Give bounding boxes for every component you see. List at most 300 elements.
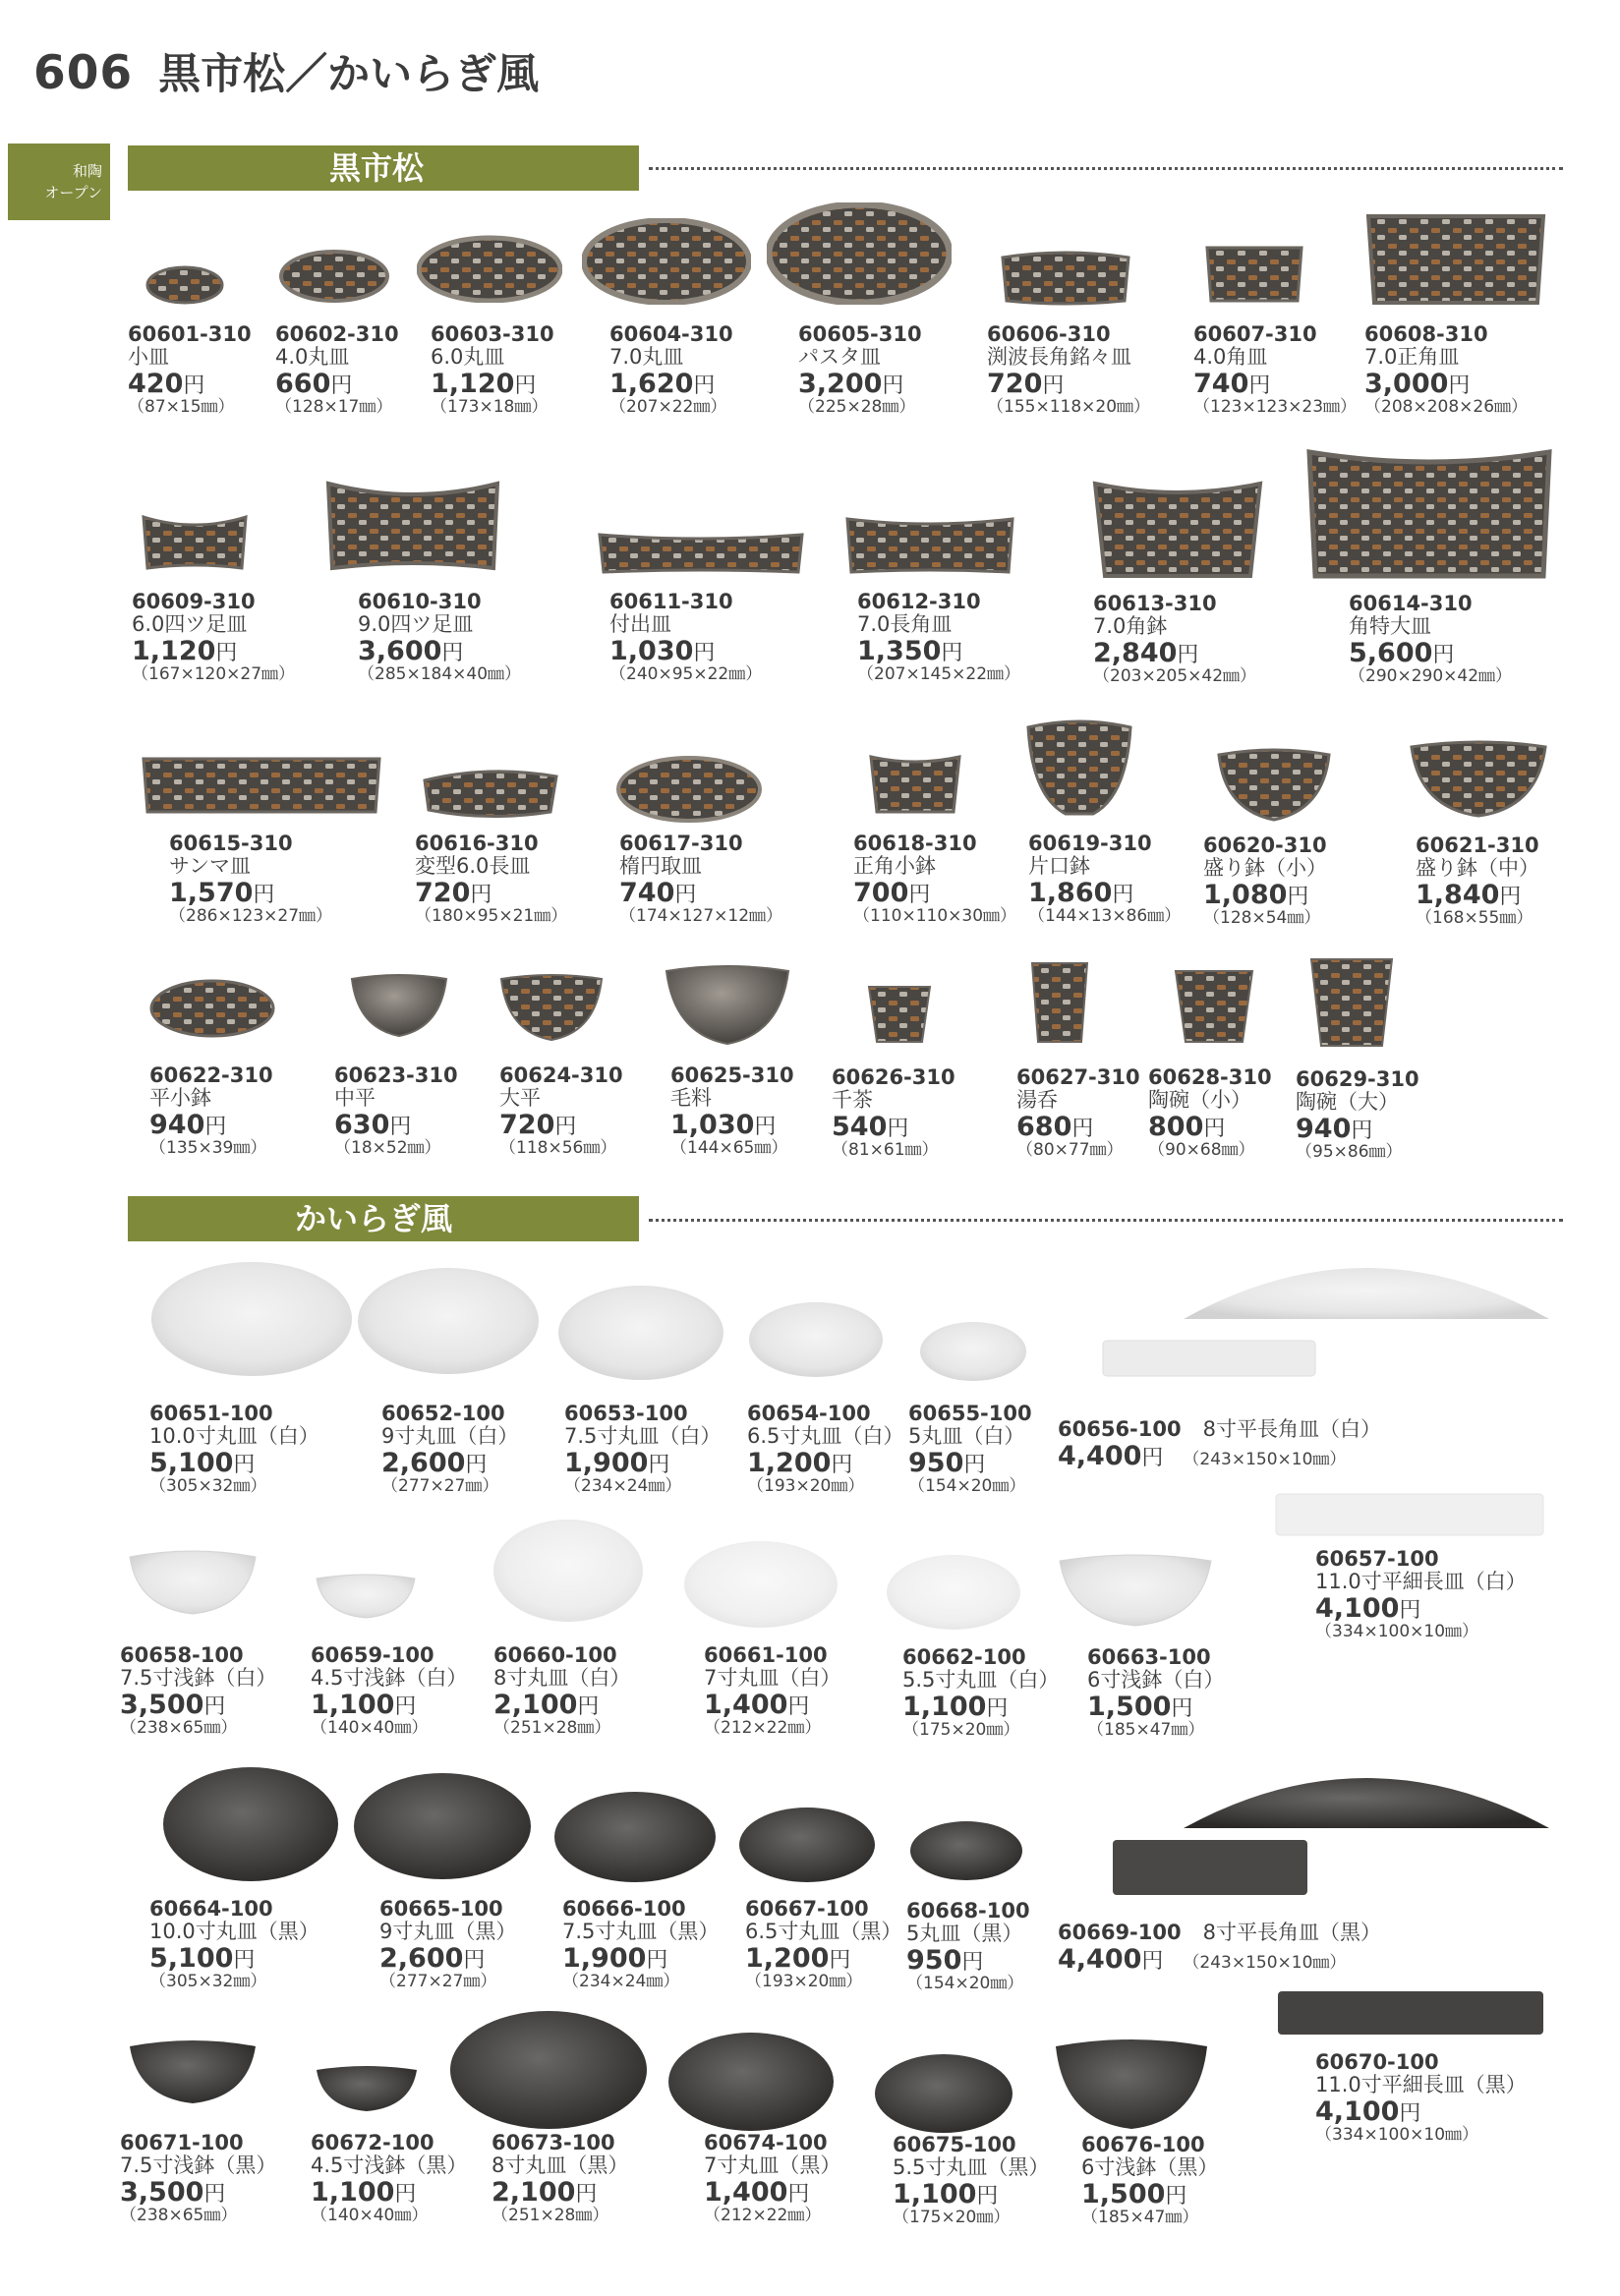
product-code: 60601-310 <box>128 322 252 346</box>
product-code: 60676-100 <box>1081 2133 1205 2156</box>
price-value: 1,100 <box>893 2179 977 2210</box>
serving-bowl-image <box>1408 737 1549 820</box>
product-code: 60603-310 <box>431 322 554 346</box>
product-code: 60669-100 <box>1058 1921 1182 1944</box>
product-code: 60605-310 <box>798 322 922 346</box>
white-round-plate-image <box>556 1282 725 1384</box>
product-size: （240×95×22㎜） <box>609 664 763 684</box>
price-value: 1,120 <box>431 369 515 399</box>
product-name: 6.0四ツ足皿 <box>132 612 248 636</box>
yen-unit: 円 <box>1165 2184 1187 2209</box>
product-item <box>1349 594 1512 685</box>
product-size: （123×123×23㎜） <box>1193 397 1358 417</box>
product-code: 60627-310 <box>1016 1065 1140 1089</box>
product-size: （140×40㎜） <box>311 2206 429 2225</box>
product-code: 60604-310 <box>609 322 733 346</box>
product-code: 60675-100 <box>893 2133 1016 2156</box>
product-code: 60612-310 <box>857 590 981 613</box>
product-code: 60672-100 <box>311 2131 434 2154</box>
product-code: 60668-100 <box>906 1899 1030 1923</box>
product-size: （234×24㎜） <box>562 1972 680 1991</box>
product-code: 60613-310 <box>1093 592 1217 615</box>
product-item <box>745 1899 901 1990</box>
product-code: 60653-100 <box>564 1402 688 1425</box>
product-name: 11.0寸平細長皿（黒） <box>1315 2073 1527 2096</box>
price-value: 4,100 <box>1315 1593 1400 1624</box>
product-size: （118×56㎜） <box>499 1138 617 1158</box>
product-price <box>564 1450 721 1476</box>
product-size: （238×65㎜） <box>120 2206 238 2225</box>
white-shallow-bowl-image <box>313 1571 419 1620</box>
product-item <box>1315 2052 1527 2144</box>
price-value: 1,120 <box>132 636 216 666</box>
product-item <box>1087 1647 1224 1739</box>
product-item <box>334 1065 458 1157</box>
product-item <box>1058 1923 1381 1973</box>
yen-unit: 円 <box>1177 643 1199 667</box>
category-tab <box>8 144 110 220</box>
bowl-image <box>497 971 606 1044</box>
bowl-image <box>663 961 792 1048</box>
product-name: 7寸丸皿（白） <box>704 1666 841 1690</box>
product-price <box>1364 371 1528 397</box>
product-item <box>704 2133 840 2224</box>
yen-unit: 円 <box>215 641 238 665</box>
spouted-bowl-image <box>1022 718 1136 820</box>
yen-unit: 円 <box>465 1453 488 1477</box>
product-size: （305×32㎜） <box>149 1972 267 1991</box>
product-price <box>609 638 762 664</box>
product-size: （243×150×10㎜） <box>1183 1953 1347 1973</box>
product-price <box>311 2179 467 2206</box>
product-size: （175×20㎜） <box>893 2208 1011 2227</box>
product-item <box>893 2135 1049 2226</box>
product-item <box>857 592 1020 683</box>
product-size: （334×100×10㎜） <box>1315 2125 1479 2145</box>
product-name: 大平 <box>499 1086 541 1110</box>
ceramic-bowl-image <box>1307 955 1396 1050</box>
price-value: 740 <box>1193 369 1249 399</box>
tea-cup-image <box>1028 959 1091 1046</box>
product-size: （95×86㎜） <box>1296 1142 1403 1162</box>
product-item <box>275 324 399 416</box>
product-size: （212×22㎜） <box>704 1718 822 1738</box>
square-small-bowl-image <box>867 753 963 818</box>
price-value: 1,500 <box>1081 2179 1166 2210</box>
product-size: （135×39㎜） <box>149 1138 267 1158</box>
product-code: 60665-100 <box>379 1897 503 1921</box>
product-size: （290×290×42㎜） <box>1349 666 1513 686</box>
product-item <box>1081 2135 1218 2226</box>
product-price <box>1416 882 1539 908</box>
product-code: 60659-100 <box>311 1643 434 1667</box>
product-code: 60652-100 <box>381 1402 505 1425</box>
price-value: 720 <box>987 369 1043 399</box>
yen-unit: 円 <box>470 883 492 907</box>
product-price <box>902 1693 1059 1720</box>
yen-unit: 円 <box>1203 1117 1226 1141</box>
product-size: （243×150×10㎜） <box>1183 1450 1347 1469</box>
price-value: 630 <box>334 1110 390 1140</box>
product-size: （277×27㎜） <box>379 1972 497 1991</box>
product-name: 7.5寸丸皿（黒） <box>562 1920 720 1943</box>
product-size: （18×52㎜） <box>334 1138 441 1158</box>
product-code: 60610-310 <box>358 590 482 613</box>
product-price <box>1203 882 1327 908</box>
price-value: 420 <box>128 369 184 399</box>
product-size: （208×208×26㎜） <box>1364 397 1529 417</box>
product-name: 4.5寸浅鉢（白） <box>311 1666 468 1690</box>
yen-unit: 円 <box>829 1948 851 1973</box>
square-bowl-image <box>1091 480 1264 582</box>
product-size: （87×15㎜） <box>128 397 235 417</box>
product-code: 60629-310 <box>1296 1067 1419 1091</box>
irregular-long-plate-image <box>419 765 562 822</box>
product-name: 4.0角皿 <box>1193 345 1268 369</box>
product-price <box>1093 640 1256 666</box>
black-rectangular-plate-image <box>1111 1838 1309 1897</box>
yen-unit: 円 <box>887 1117 909 1141</box>
round-plate-image <box>279 248 389 303</box>
product-price <box>1028 880 1181 906</box>
product-price <box>492 2179 628 2206</box>
product-item <box>987 324 1150 416</box>
product-name: 盛り鉢（中） <box>1416 856 1539 880</box>
yen-unit: 円 <box>787 1694 810 1719</box>
product-size: （234×24㎜） <box>564 1476 682 1496</box>
page-title: 黒市松／かいらぎ風 <box>158 50 540 99</box>
square-plate-image <box>1203 242 1305 307</box>
product-code: 60663-100 <box>1087 1645 1211 1669</box>
product-size: （155×118×20㎜） <box>987 397 1151 417</box>
product-code: 60622-310 <box>149 1063 273 1087</box>
product-size: （207×145×22㎜） <box>857 664 1021 684</box>
product-price <box>619 880 782 906</box>
product-size: （251×28㎜） <box>493 1718 611 1738</box>
price-value: 2,100 <box>492 2177 576 2208</box>
product-code: 60620-310 <box>1203 833 1327 857</box>
yen-unit: 円 <box>1499 885 1522 909</box>
product-item <box>1193 324 1357 416</box>
price-value: 950 <box>908 1448 964 1478</box>
product-code: 60617-310 <box>619 832 743 855</box>
product-price <box>747 1450 903 1476</box>
tea-cup-image <box>865 983 934 1046</box>
product-item <box>1058 1419 1381 1469</box>
price-value: 1,400 <box>704 1690 788 1720</box>
price-value: 940 <box>1296 1114 1352 1144</box>
white-round-plate-image <box>747 1299 885 1380</box>
product-name: 8寸平長角皿（黒） <box>1202 1921 1381 1944</box>
product-line <box>1058 1921 1381 1944</box>
product-price <box>562 1945 719 1972</box>
product-size: （180×95×21㎜） <box>415 906 568 926</box>
black-round-plate-image <box>352 1771 533 1881</box>
yen-unit: 円 <box>1351 1119 1373 1143</box>
product-size: （334×100×10㎜） <box>1315 1622 1479 1641</box>
yen-unit: 円 <box>1141 1949 1164 1974</box>
white-long-plate-image <box>1274 1490 1545 1539</box>
product-size: （144×65㎜） <box>670 1138 788 1158</box>
section-header-kuroichimatsu: 黒市松 <box>128 145 639 191</box>
product-name: 8寸丸皿（白） <box>493 1666 631 1690</box>
yen-unit: 円 <box>882 373 904 398</box>
product-code: 60655-100 <box>908 1402 1032 1425</box>
product-name: 5丸皿（黒） <box>906 1922 1023 1945</box>
product-price <box>1315 1595 1527 1622</box>
yen-unit: 円 <box>183 373 205 398</box>
yen-unit: 円 <box>1141 1446 1164 1470</box>
price-value: 2,600 <box>379 1943 464 1974</box>
price-value: 1,400 <box>704 2177 788 2208</box>
product-size: （185×47㎜） <box>1081 2208 1199 2227</box>
product-item <box>120 1645 276 1737</box>
yen-unit: 円 <box>554 1115 577 1139</box>
product-size: （128×17㎜） <box>275 397 393 417</box>
price-value: 1,200 <box>745 1943 830 1974</box>
white-round-plate-image <box>147 1258 356 1380</box>
product-code: 60628-310 <box>1148 1065 1272 1089</box>
price-value: 4,100 <box>1315 2096 1400 2127</box>
product-code: 60608-310 <box>1364 322 1488 346</box>
product-price <box>120 2179 276 2206</box>
product-size: （207×22㎜） <box>609 397 727 417</box>
black-long-plate-image <box>1180 1750 1553 1830</box>
price-value: 1,080 <box>1203 880 1288 910</box>
page-header <box>33 41 539 100</box>
product-item <box>358 592 521 683</box>
yen-unit: 円 <box>1432 643 1455 667</box>
product-item <box>906 1901 1030 1992</box>
product-price <box>1087 1693 1224 1720</box>
price-value: 3,200 <box>798 369 883 399</box>
product-price <box>1296 1116 1419 1142</box>
product-name: 5.5寸丸皿（白） <box>902 1668 1060 1692</box>
white-long-plate-image <box>1180 1236 1553 1321</box>
product-size: （144×13×86㎜） <box>1028 906 1182 926</box>
product-size: （305×32㎜） <box>149 1476 267 1496</box>
price-value: 950 <box>906 1945 962 1976</box>
product-size: （285×184×40㎜） <box>358 664 522 684</box>
product-item <box>379 1899 516 1990</box>
product-item <box>747 1404 903 1495</box>
extra-large-square-plate-image <box>1305 448 1553 582</box>
white-round-plate-image <box>682 1539 839 1630</box>
product-item <box>128 324 252 416</box>
product-name: 7.0丸皿 <box>609 345 684 369</box>
product-item <box>311 2133 467 2224</box>
price-value: 660 <box>275 369 331 399</box>
black-round-plate-image <box>908 1818 1024 1883</box>
product-name: 中平 <box>334 1086 376 1110</box>
product-name: 7.5寸浅鉢（黒） <box>120 2153 277 2177</box>
yen-unit: 円 <box>963 1453 986 1477</box>
product-name: 4.0丸皿 <box>275 345 350 369</box>
product-code: 60658-100 <box>120 1643 244 1667</box>
yen-unit: 円 <box>693 373 716 398</box>
product-size: （238×65㎜） <box>120 1718 238 1738</box>
serving-bowl-image <box>1215 745 1333 824</box>
product-price <box>311 1692 467 1718</box>
long-rectangular-plate-image <box>843 513 1016 578</box>
product-code: 60674-100 <box>704 2131 828 2154</box>
saury-plate-image <box>140 755 383 818</box>
yen-unit: 円 <box>1248 373 1271 398</box>
product-name: 毛料 <box>670 1086 712 1110</box>
yen-unit: 円 <box>463 1948 486 1973</box>
product-item <box>431 324 554 416</box>
product-price <box>745 1945 901 1972</box>
product-size: （80×77㎜） <box>1016 1140 1124 1160</box>
product-item <box>1028 833 1181 925</box>
product-item <box>1296 1069 1419 1161</box>
product-name: 片口鉢 <box>1028 854 1090 878</box>
product-price <box>381 1450 518 1476</box>
white-shallow-bowl-image <box>126 1547 260 1618</box>
product-name: 7.5寸丸皿（白） <box>564 1424 722 1448</box>
product-name: 7寸丸皿（黒） <box>704 2153 841 2177</box>
product-name: 楕円取皿 <box>619 854 702 878</box>
yen-unit: 円 <box>1399 1598 1421 1623</box>
product-price <box>1193 371 1357 397</box>
product-size: （175×20㎜） <box>902 1720 1020 1740</box>
product-item <box>149 1899 319 1990</box>
product-item <box>149 1404 319 1495</box>
product-name: 8寸丸皿（黒） <box>492 2153 629 2177</box>
product-price <box>893 2181 1049 2208</box>
price-value: 1,900 <box>564 1448 649 1478</box>
product-name: 平小鉢 <box>149 1086 211 1110</box>
product-size: （212×22㎜） <box>704 2206 822 2225</box>
yen-unit: 円 <box>976 2184 999 2209</box>
product-name: 正角小鉢 <box>853 854 936 878</box>
product-item <box>1148 1067 1272 1159</box>
price-value: 740 <box>619 878 675 908</box>
price-value: 5,100 <box>149 1943 234 1974</box>
product-item <box>853 833 1016 925</box>
product-price <box>798 371 922 397</box>
product-price <box>379 1945 516 1972</box>
product-price <box>1148 1114 1272 1140</box>
yen-unit: 円 <box>203 2182 226 2207</box>
shallow-bowl-image <box>149 979 275 1040</box>
product-size: （110×110×30㎜） <box>853 906 1017 926</box>
product-price <box>670 1112 794 1138</box>
product-code: 60661-100 <box>704 1643 828 1667</box>
product-item <box>609 592 762 683</box>
black-long-plate-image <box>1276 1989 1545 2037</box>
yen-unit: 円 <box>1448 373 1471 398</box>
product-name: 7.0角鉢 <box>1093 614 1168 638</box>
yen-unit: 円 <box>908 883 931 907</box>
product-code: 60626-310 <box>832 1065 955 1089</box>
product-name: 6寸浅鉢（白） <box>1087 1668 1225 1692</box>
black-shallow-bowl-image <box>126 2037 260 2107</box>
product-code: 60611-310 <box>609 590 733 613</box>
product-price <box>853 880 1016 906</box>
yen-unit: 円 <box>1171 1696 1193 1721</box>
product-size: （203×205×42㎜） <box>1093 666 1257 686</box>
product-item <box>149 1065 273 1157</box>
product-name: 陶碗（大） <box>1296 1090 1399 1114</box>
product-price <box>499 1112 623 1138</box>
product-price <box>1081 2181 1218 2208</box>
product-name: 10.0寸丸皿（白） <box>149 1424 319 1448</box>
product-name: 陶碗（小） <box>1148 1088 1251 1112</box>
product-size: （193×20㎜） <box>747 1476 865 1496</box>
product-item <box>908 1404 1032 1495</box>
yen-unit: 円 <box>674 883 697 907</box>
product-code: 60618-310 <box>853 832 977 855</box>
price-value: 2,840 <box>1093 638 1178 668</box>
black-round-plate-image <box>552 1789 718 1885</box>
yen-unit: 円 <box>693 641 716 665</box>
oval-plate-image <box>615 755 763 824</box>
product-size: （185×47㎜） <box>1087 1720 1205 1740</box>
price-value: 720 <box>499 1110 555 1140</box>
product-name: 6.5寸丸皿（白） <box>747 1424 904 1448</box>
product-price <box>431 371 554 397</box>
product-name: サンマ皿 <box>169 854 251 878</box>
product-size: （154×20㎜） <box>906 1974 1024 1993</box>
price-value: 1,570 <box>169 878 254 908</box>
product-item <box>1093 594 1256 685</box>
product-item <box>499 1065 623 1157</box>
product-name: 7.0正角皿 <box>1364 345 1460 369</box>
price-value: 540 <box>832 1112 888 1142</box>
product-code: 60654-100 <box>747 1402 871 1425</box>
price-value: 1,620 <box>609 369 694 399</box>
product-name: 7.0長角皿 <box>857 612 953 636</box>
product-item <box>311 1645 467 1737</box>
yen-unit: 円 <box>441 641 464 665</box>
footed-plate-image <box>324 480 501 574</box>
product-code: 60624-310 <box>499 1063 623 1087</box>
white-rectangular-plate-image <box>1101 1337 1317 1380</box>
section-divider <box>649 167 1563 170</box>
yen-unit: 円 <box>394 2182 417 2207</box>
product-code: 60664-100 <box>149 1897 273 1921</box>
product-price <box>704 2179 840 2206</box>
product-price <box>493 1692 630 1718</box>
bowl-image <box>348 971 450 1040</box>
product-price <box>275 371 399 397</box>
product-name: 11.0寸平細長皿（白） <box>1315 1570 1527 1593</box>
product-code: 60621-310 <box>1416 833 1539 857</box>
product-price <box>128 371 252 397</box>
product-price <box>1058 1441 1164 1471</box>
black-round-plate-image <box>666 2031 836 2133</box>
price-value: 3,600 <box>358 636 442 666</box>
price-value: 720 <box>415 878 471 908</box>
product-item <box>1416 835 1539 927</box>
product-name: 5丸皿（白） <box>908 1424 1025 1448</box>
product-name: 湯呑 <box>1016 1088 1058 1112</box>
product-size: （225×28㎜） <box>798 397 916 417</box>
price-value: 1,840 <box>1416 880 1500 910</box>
product-price <box>1315 2098 1527 2125</box>
small-plate-image <box>145 261 224 305</box>
product-price <box>906 1947 1030 1974</box>
pasta-plate-image <box>767 202 952 305</box>
yen-unit: 円 <box>330 373 353 398</box>
product-size: （140×40㎜） <box>311 1718 429 1738</box>
category-tab-line2: オープン <box>44 183 102 201</box>
price-value: 3,500 <box>120 1690 204 1720</box>
price-value: 1,030 <box>609 636 694 666</box>
product-item <box>902 1647 1059 1739</box>
ceramic-bowl-image <box>1172 967 1256 1046</box>
